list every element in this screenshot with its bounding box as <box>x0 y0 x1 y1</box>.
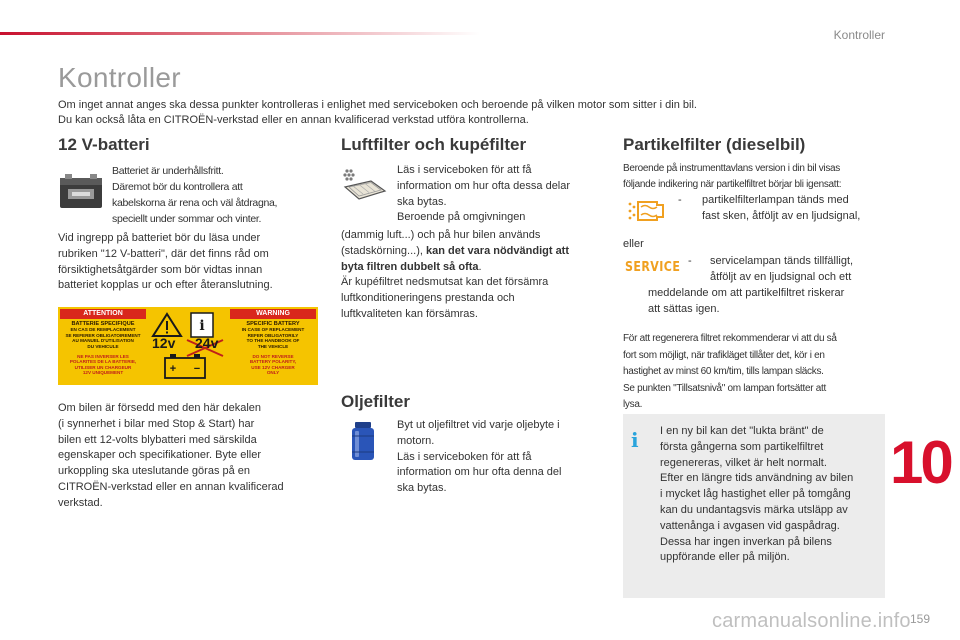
label-line: ONLY <box>266 370 280 376</box>
label-24v: 24v <box>195 335 219 351</box>
text-line: Beroende på omgivningen <box>397 211 526 224</box>
chapter-number: 10 <box>890 429 951 496</box>
battery-intro <box>112 163 322 227</box>
label-line: UTILISER UN CHARGEUR <box>74 364 132 370</box>
text-line: att sättas igen. <box>648 302 720 315</box>
particle-item1-dash: - <box>678 194 682 206</box>
text-line: Se punkten "Tillsatsnivå" om lampan fortsätter att <box>623 382 826 394</box>
text-line: bilen ett 12-volts blybatteri med särskilda <box>58 433 257 446</box>
text-span: (stadskörning...), <box>341 244 426 257</box>
warning-banner: WARNING <box>230 309 316 319</box>
text-line: (i synnerhet i bilar med Stop & Start) har <box>58 417 255 430</box>
text-line: CITROËN-verkstad eller en annan kvalificerad <box>58 480 284 493</box>
label-line: SE REFERER OBLIGATOIREMENT <box>65 332 141 338</box>
text-line: regenereras, vilket är helt normalt. <box>660 456 827 469</box>
text-line <box>341 244 611 260</box>
battery-paragraph <box>58 231 328 294</box>
text-line: i mycket låg hastighet eller på tomgång <box>660 488 851 501</box>
info-text <box>660 424 882 566</box>
text-line: Vid ingrepp på batteriet bör du läsa under <box>58 232 261 244</box>
text-line: Är kupéfiltret nedsmutsat kan det försämra <box>341 276 549 289</box>
text-line: Dessa har ingen inverkan på bilens <box>660 535 832 548</box>
text-line: luftkonditioneringens prestanda och <box>341 292 515 305</box>
text-line <box>341 260 611 276</box>
svg-text:i: i <box>199 318 205 334</box>
label-line: REFER OBLIGATORILY <box>247 332 299 338</box>
text-line: information om hur ofta denna del <box>397 466 562 479</box>
regeneration-text <box>623 331 893 414</box>
text-line: Däremot bör du kontrollera att <box>112 181 243 193</box>
text-line: luftkvaliteten kan försämras. <box>341 307 478 320</box>
text-line: För att regenerera filtret rekommenderar vi att du så <box>623 333 837 344</box>
text-line: Efter en längre tids användning av bilen <box>660 472 854 485</box>
intro-line: Om inget annat anges ska dessa punkter kontrolleras i enlighet med serviceboken och beroende på vilken motor som sitter i din bil. <box>58 99 697 111</box>
text-line: kabelskorna är rena och väl åtdragna, <box>112 197 278 209</box>
particle-filter-intro <box>623 161 893 193</box>
text-line: lysa. <box>623 399 643 410</box>
text-line: partikelfilterlampan tänds med <box>702 194 849 206</box>
particle-filter-warning-icon <box>627 198 669 224</box>
text-line: kan du undantagsvis märka utsläpp av <box>660 503 848 516</box>
text-line: ska bytas. <box>397 482 447 495</box>
label-line: THE VEHICLE <box>257 343 289 349</box>
air-filter-heading: Luftfilter och kupéfilter <box>341 135 527 154</box>
text-line: ska bytas. <box>397 195 447 208</box>
label-fr-text <box>60 322 146 376</box>
particle-filter-heading: Partikelfilter (dieselbil) <box>623 135 806 154</box>
label-line: DO NOT REVERSE <box>252 354 294 360</box>
particle-item2-dash: - <box>688 255 692 267</box>
battery-sticker-paragraph <box>58 401 328 512</box>
text-line: meddelande om att partikelfiltret riskerar <box>648 287 845 299</box>
particle-item1 <box>702 193 892 225</box>
label-line: SPECIFIC BATTERY <box>246 321 300 327</box>
text-line: servicelampan tänds tillfälligt, <box>710 255 854 267</box>
text-line: hastighet av minst 60 km/tim, tills lampan släcks. <box>623 366 824 377</box>
label-line: TO THE HANDBOOK OF <box>246 338 300 344</box>
emphasis-text: byta filtren dubbelt så ofta <box>341 260 479 273</box>
text-line: I en ny bil kan det "lukta bränt" de <box>660 425 824 437</box>
emphasis-text: kan det vara nödvändigt att <box>425 244 570 257</box>
running-header: Kontroller <box>833 28 885 42</box>
label-line: 12V UNIQUEMENT <box>82 370 124 376</box>
svg-text:−: − <box>193 363 201 375</box>
particle-item2 <box>710 254 890 286</box>
label-line: POLARITES DE LA BATTERIE, <box>69 359 137 365</box>
text-line: information om hur ofta dessa delar <box>397 179 571 192</box>
text-line: Läs i serviceboken för att få <box>397 450 532 463</box>
text-line: följande indikering när partikelfiltret börjar bli igensatt: <box>623 179 842 190</box>
label-line: EN CAS DE REMPLACEMENT <box>70 327 136 333</box>
text-line: Läs i serviceboken för att få <box>397 164 532 176</box>
battery-icon <box>58 172 104 210</box>
text-line: egenskaper och specifikationer. Byte eller <box>58 449 262 462</box>
watermark: carmanualsonline.info <box>712 610 911 632</box>
text-line: åtföljt av en ljudsignal och ett <box>710 270 852 283</box>
text-line: Byt ut oljefiltret vid varje oljebyte i <box>397 419 560 431</box>
text-line: Om bilen är försedd med den här dekalen <box>58 402 262 414</box>
text-line: första gångerna som partikelfiltret <box>660 440 824 453</box>
page-title: Kontroller <box>58 62 181 93</box>
text-line: speciellt under sommar och vinter. <box>112 213 262 225</box>
text-line: batteriet kopplas ur och efter återanslutning. <box>58 279 273 292</box>
text-line: urkoppling ska uteslutande göras på en <box>58 465 251 478</box>
label-line: IN CASE OF REPLACEMENT <box>241 327 305 333</box>
text-line: motorn. <box>397 434 435 447</box>
label-line: BATTERIE SPECIFIQUE <box>71 321 135 327</box>
label-en-text <box>230 322 316 376</box>
text-line: vattenånga i avgasen vid gaspådrag. <box>660 519 840 532</box>
page-number: 159 <box>909 612 930 626</box>
battery-warning-label <box>58 307 318 385</box>
header-accent-bar <box>0 32 480 35</box>
intro-line: Du kan också låta en CITROËN-verkstad eller en annan kvalificerad verkstad utföra kontrollerna. <box>58 114 529 126</box>
text-line: fast sken, åtföljt av en ljudsignal, <box>702 209 861 222</box>
label-12v: 12v <box>152 335 176 351</box>
particle-item2-cont <box>648 286 888 318</box>
text-line: verkstad. <box>58 496 103 509</box>
info-icon: i <box>631 428 639 452</box>
text-line: (dammig luft...) och på hur bilen används <box>341 229 541 241</box>
text-line: Beroende på instrumenttavlans version i din bil visas <box>623 163 841 174</box>
text-span: . <box>478 260 482 273</box>
text-line: Batteriet är underhållsfritt. <box>112 165 224 177</box>
text-line: fort som möjligt, när trafikläget tillåter det, kör i en <box>623 349 825 361</box>
air-filter-paragraph <box>341 228 611 323</box>
battery-heading: 12 V-batteri <box>58 135 150 154</box>
intro-text <box>58 98 908 128</box>
svg-text:+: + <box>169 363 177 375</box>
oil-filter-heading: Oljefilter <box>341 392 410 411</box>
text-line: uppförande eller på miljön. <box>660 551 790 564</box>
or-text: eller <box>623 238 644 250</box>
air-filter-icon <box>341 167 387 205</box>
attention-banner: ATTENTION <box>60 309 146 319</box>
air-filter-intro <box>397 163 617 226</box>
label-line: NE PAS INVERSER LES <box>77 354 129 360</box>
service-warning-icon: SERVICE <box>625 260 681 275</box>
label-line: DU VEHICULE <box>87 343 119 349</box>
text-line: rubriken "12 V-batteri", där det finns råd om <box>58 247 269 260</box>
label-line: BATTERY POLARITY, <box>249 359 297 365</box>
oil-filter-text <box>397 418 617 497</box>
label-line: USE 12V CHARGER <box>251 364 295 370</box>
oil-filter-icon <box>350 422 376 462</box>
text-line: försiktighetsåtgärder som bör vidtas innan <box>58 263 263 276</box>
label-line: AU MANUEL D'UTILISATION <box>72 338 134 344</box>
